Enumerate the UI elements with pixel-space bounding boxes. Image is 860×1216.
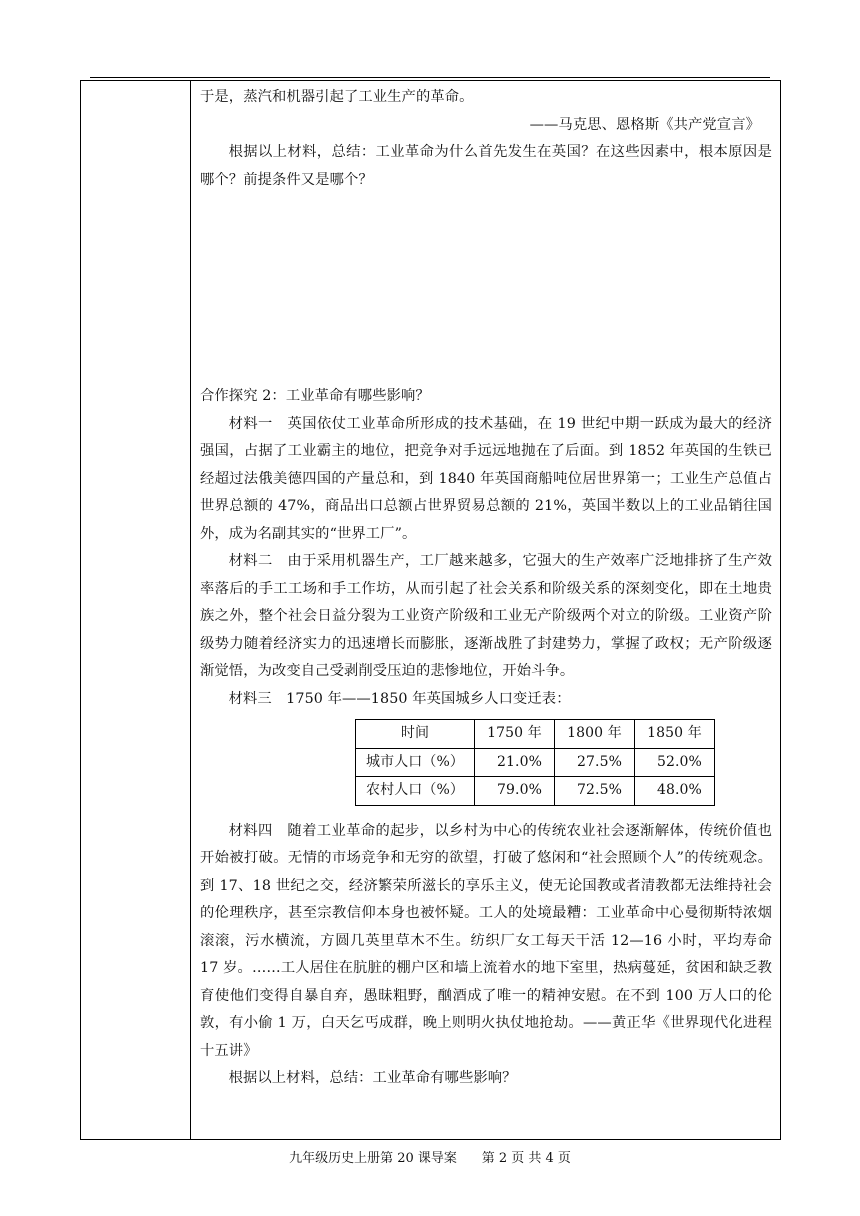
table-header-cell: 1750 年 (475, 720, 555, 749)
material-1: 材料一 英国依仗工业革命所形成的技术基础，在 19 世纪中期一跃成为最大的经济强国，占据了工业霸主的地位，把竞争对手远远地抛在了后面。到 1852 年英国的生铁已经超过法俄美德四国的产量总和，到 1840 年英国商船吨位居世界第一；工业生产总值占世界总额的 47%，商品出口总额占世界贸易总额的 21%，英国半数以上的工业品销往国外，成为名副其实的“世界工厂”。 (200, 415, 772, 542)
header-rule (90, 77, 770, 78)
table-cell: 79.0% (475, 777, 555, 806)
table-row (356, 748, 715, 777)
row-label: 农村人口（%） (356, 777, 475, 806)
material-continuation: 于是，蒸汽和机器引起了工业生产的革命。 (200, 89, 474, 105)
question-1: 根据以上材料，总结：工业革命为什么首先发生在英国？在这些因素中，根本原因是哪个？前提条件又是哪个？ (200, 144, 772, 188)
row-label: 城市人口（%） (356, 748, 475, 777)
table-cell: 52.0% (634, 748, 714, 777)
table-cell: 27.5% (555, 748, 635, 777)
footer-doc-title: 九年级历史上册第 20 课导案 (289, 1151, 457, 1166)
page-footer (0, 1150, 860, 1168)
table-cell: 72.5% (555, 777, 635, 806)
answer-space-1 (200, 194, 772, 383)
material-attribution: ——马克思、恩格斯《共产党宣言》 (529, 116, 760, 133)
table-header-cell: 1800 年 (555, 720, 635, 749)
content-cell (200, 84, 772, 1093)
table-header-cell: 1850 年 (634, 720, 714, 749)
footer-page-info: 第 2 页 共 4 页 (481, 1151, 571, 1166)
material-4: 材料四 随着工业革命的起步，以乡村为中心的传统农业社会逐渐解体，传统价值也开始被打破。无情的市场竞争和无穷的欲望，打破了悠闲和“社会照顾个人”的传统观念。到 17、18 世纪之交，经济繁荣所滋长的享乐主义，使无论国教或者清教都无法维持社会的伦理秩序，甚至宗教信仰本身也被怀疑。工人的处境最糟：工业革命中心曼彻斯特浓烟滚滚，污水横流，方圆几英里草木不生。纺织厂女工每天干活 12—16 小时，平均寿命 17 岁。……工人居住在肮脏的棚户区和墙上流着水的地下室里，热病蔓延，贫困和缺乏教育使他们变得自暴自弃，愚昧粗野，酗酒成了唯一的精神安慰。在不到 100 万人口的伦敦，有小偷 1 万，白天乞丐成群，晚上则明火执仗地抢劫。——黄正华《世界现代化进程十五讲》 (200, 822, 772, 1059)
population-table (355, 719, 715, 806)
table-cell: 21.0% (475, 748, 555, 777)
table-header-row (356, 720, 715, 749)
material-3-intro: 材料三 1750 年——1850 年英国城乡人口变迁表： (228, 690, 571, 707)
material-2: 材料二 由于采用机器生产，工厂越来越多，它强大的生产效率广泛地排挤了生产效率落后的手工工场和手工作坊，从而引起了社会关系和阶级关系的深刻变化，即在土地贵族之外，整个社会日益分裂为工业资产阶级和工业无产阶级两个对立的阶级。工业资产阶级势力随着经济实力的迅速增长而膨胀，逐渐战胜了封建势力，掌握了政权；无产阶级逐渐觉悟，为改变自己受剥削受压迫的悲惨地位，开始斗争。 (200, 553, 772, 679)
question-2: 根据以上材料，总结：工业革命有哪些影响？ (228, 1070, 517, 1086)
table-row (356, 777, 715, 806)
table-header-cell: 时间 (356, 720, 475, 749)
column-divider (190, 80, 191, 1140)
section-2-title: 合作探究 2：工业革命有哪些影响？ (200, 388, 430, 404)
table-cell: 48.0% (634, 777, 714, 806)
